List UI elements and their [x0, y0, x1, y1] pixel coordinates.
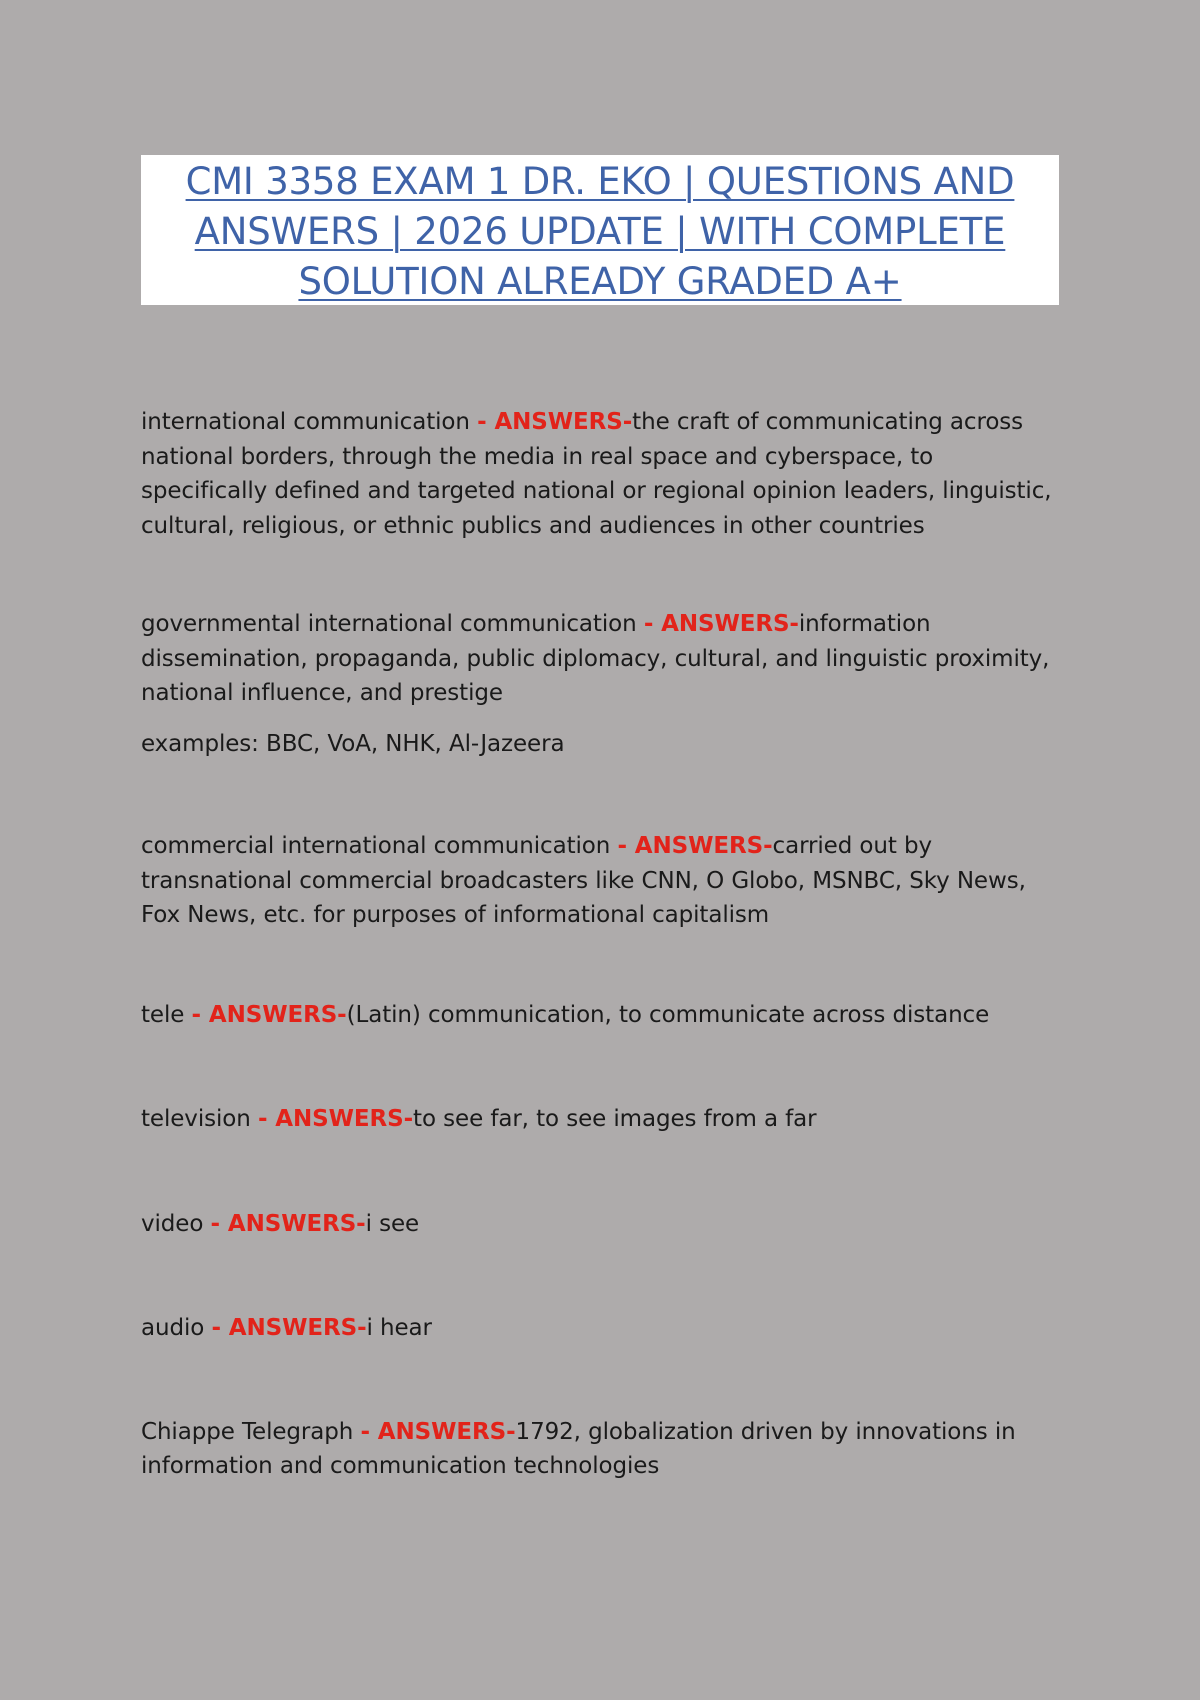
qa-definition: the craft of communicating across national borders, through the media in real space and cyberspace, to specifically defined and targeted national or regional opinion leaders, linguistic, cultural, religious, or ethnic publics and audiences in other countries [141, 409, 1052, 539]
answers-marker: - ANSWERS- [360, 1418, 516, 1445]
qa-term: audio [141, 1315, 212, 1341]
qa-term: tele [141, 1001, 192, 1028]
qa-entry-tele [141, 998, 1061, 1033]
qa-term: commercial international communication [141, 833, 618, 859]
qa-entry-television [141, 1102, 1061, 1137]
answers-marker: - ANSWERS- [643, 611, 799, 637]
qa-term: international communication [141, 409, 478, 435]
qa-term: Chiappe Telegraph [141, 1418, 361, 1445]
qa-term: governmental international communication [141, 611, 644, 637]
qa-entry-chiappe-telegraph [141, 1415, 1061, 1484]
answers-marker: - ANSWERS- [210, 1210, 366, 1237]
qa-definition: information dissemination, propaganda, public diplomacy, cultural, and linguistic proximity, national influence, and prestige [141, 611, 1050, 706]
qa-term: video [141, 1210, 211, 1237]
answers-marker: - ANSWERS- [211, 1315, 367, 1341]
qa-entry-governmental-international-communication [141, 607, 1061, 761]
qa-definition: to see far, to see images from a far [413, 1106, 817, 1132]
answers-marker: - ANSWERS- [477, 409, 633, 435]
title-box [141, 155, 1059, 305]
answers-marker: - ANSWERS- [617, 833, 773, 859]
qa-term: television [141, 1106, 258, 1132]
qa-entry-video [141, 1207, 1061, 1242]
qa-entry-audio [141, 1311, 1061, 1346]
qa-list [141, 405, 1061, 1484]
qa-definition: i hear [366, 1315, 432, 1341]
document-title-link[interactable]: CMI 3358 EXAM 1 DR. EKO | QUESTIONS AND ANSWERS | 2026 UPDATE | WITH COMPLETE SOLUTION ALREADY GRADED A+ [185, 160, 1015, 303]
qa-definition: i see [365, 1210, 420, 1237]
answers-marker: - ANSWERS- [257, 1106, 414, 1132]
qa-definition: 1792, globalization driven by innovations in information and communication technologies [141, 1418, 1016, 1479]
qa-definition: (Latin) communication, to communicate across distance [346, 1001, 990, 1028]
answers-marker: - ANSWERS- [191, 1001, 347, 1028]
qa-entry-commercial-international-communication [141, 829, 1061, 933]
qa-examples: examples: BBC, VoA, NHK, Al-Jazeera [141, 730, 565, 757]
qa-entry-international-communication [141, 405, 1061, 543]
qa-definition: carried out by transnational commercial broadcasters like CNN, O Globo, MSNBC, Sky News, Fox News, etc. for purposes of informational capitalism [141, 833, 1026, 928]
